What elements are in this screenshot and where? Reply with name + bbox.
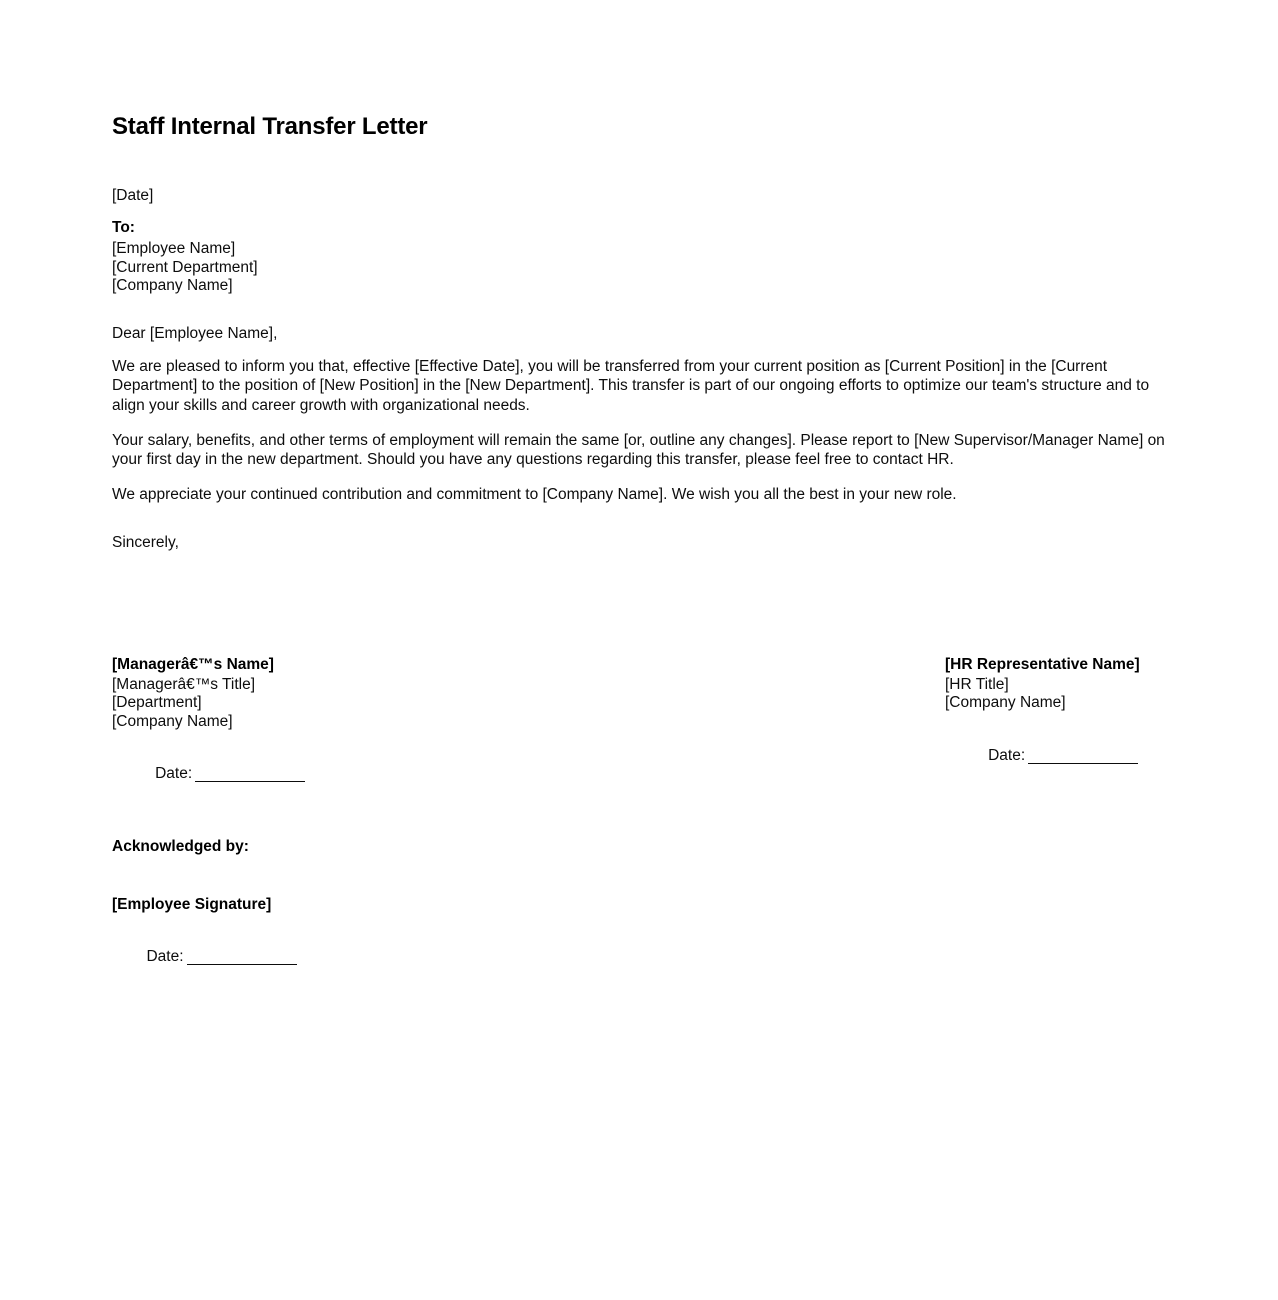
letter-body — [112, 113, 1176, 985]
recipient-department: [Current Department] — [112, 258, 258, 276]
hr-date-field[interactable] — [945, 727, 1278, 784]
hr-company: [Company Name] — [945, 694, 1066, 711]
recipient-block — [112, 240, 1176, 296]
manager-title: [Managerâ€™s Title] — [112, 675, 256, 693]
hr-details — [945, 676, 1278, 713]
acknowledgement-block — [112, 837, 1176, 985]
closing-salutation: Sincerely, — [112, 533, 179, 551]
hr-name: [HR Representative Name] — [945, 655, 1140, 673]
letter-date: [Date] — [112, 187, 154, 204]
manager-date-field[interactable] — [112, 745, 632, 802]
recipient-name: [Employee Name] — [112, 240, 236, 257]
manager-department: [Department] — [112, 694, 202, 711]
manager-details — [112, 676, 632, 732]
hr-date-rule[interactable] — [1028, 763, 1138, 764]
signature-row — [112, 655, 1176, 782]
manager-name: [Managerâ€™s Name] — [112, 655, 274, 673]
salutation: Dear [Employee Name], — [112, 324, 278, 342]
employee-signature-placeholder: [Employee Signature] — [112, 895, 272, 913]
hr-signature-block — [945, 655, 1278, 784]
manager-company: [Company Name] — [112, 712, 233, 730]
employee-date-rule[interactable] — [187, 964, 297, 965]
employee-date-field[interactable] — [112, 928, 1176, 985]
body-paragraph-3: We appreciate your continued contribution and commitment to [Company Name]. We wish you all the best in your new role. — [112, 486, 957, 503]
to-label: To: — [112, 219, 135, 236]
manager-date-label: Date: — [155, 765, 193, 782]
page-title: Staff Internal Transfer Letter — [112, 113, 428, 140]
recipient-company: [Company Name] — [112, 277, 233, 294]
manager-signature-block — [112, 655, 632, 803]
hr-title: [HR Title] — [945, 675, 1009, 693]
body-paragraph-2: Your salary, benefits, and other terms of employment will remain the same [or, outline any changes]. Please report to [New Supervisor/Manager Name] on your first day in the new department. Should you have any questions regarding this transfer, please feel free to contact HR. — [112, 431, 1165, 468]
acknowledged-by-heading: Acknowledged by: — [112, 837, 249, 855]
body-paragraph-1: We are pleased to inform you that, effective [Effective Date], you will be transferred from your current position as [Current Position] in the [Current Department] to the position of [New Position] in the [New Department]. This transfer is part of our ongoing efforts to optimize our team's structure and to align your skills and career growth with organizational needs. — [112, 357, 1150, 414]
hr-date-label: Date: — [988, 746, 1026, 764]
employee-date-label: Date: — [146, 947, 184, 965]
manager-date-rule[interactable] — [195, 781, 305, 782]
